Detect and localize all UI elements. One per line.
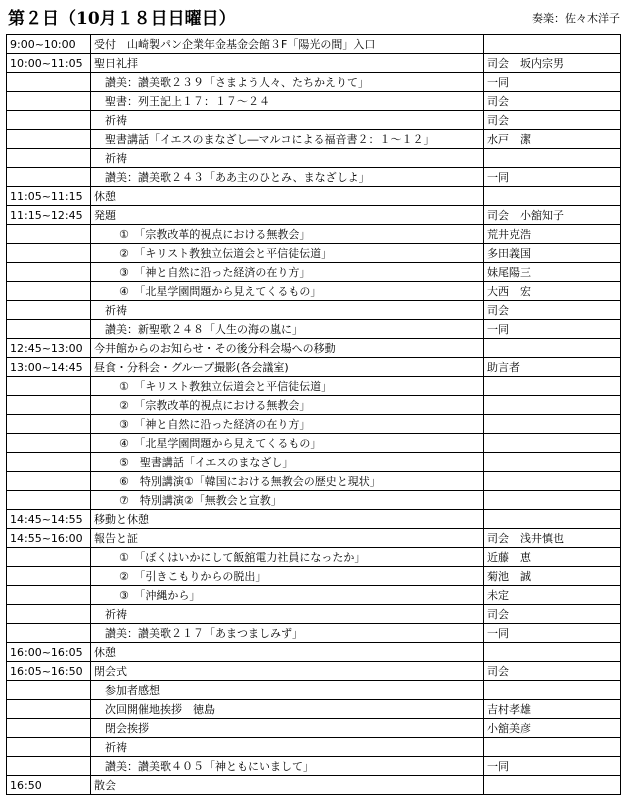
time-cell: [7, 415, 91, 434]
time-cell: [7, 263, 91, 282]
role-cell: 菊池 誠: [484, 567, 621, 586]
program-cell: ③ 「沖縄から」: [91, 586, 484, 605]
table-row: [7, 206, 621, 225]
time-cell: 16:05~16:50: [7, 662, 91, 681]
program-cell: ⑥ 特別講演①「韓国における無教会の歴史と現状」: [91, 472, 484, 491]
table-row: [7, 472, 621, 491]
role-cell: [484, 643, 621, 662]
table-row: [7, 73, 621, 92]
page-title: 第２日（10月１８日日曜日）: [8, 9, 236, 29]
role-cell: [484, 491, 621, 510]
time-cell: [7, 320, 91, 339]
role-cell: 吉村孝雄: [484, 700, 621, 719]
time-cell: [7, 301, 91, 320]
time-cell: [7, 73, 91, 92]
table-row: [7, 776, 621, 795]
program-cell: ⑦ 特別講演②「無教会と宣教」: [91, 491, 484, 510]
table-row: [7, 92, 621, 111]
table-row: [7, 757, 621, 776]
time-cell: 11:05~11:15: [7, 187, 91, 206]
program-cell: 讃美：讃美歌２４３「ああ主のひとみ、まなざしよ」: [91, 168, 484, 187]
time-cell: [7, 738, 91, 757]
table-row: [7, 738, 621, 757]
program-cell: 祈祷: [91, 605, 484, 624]
program-cell: 参加者感想: [91, 681, 484, 700]
program-cell: 散会: [91, 776, 484, 795]
program-cell: ④ 「北星学園問題から見えてくるもの」: [91, 434, 484, 453]
time-cell: [7, 548, 91, 567]
program-cell: 今井館からのお知らせ・その後分科会場への移動: [91, 339, 484, 358]
time-cell: 16:50: [7, 776, 91, 795]
role-cell: 一同: [484, 168, 621, 187]
schedule-body: [7, 35, 621, 795]
program-cell: ④ 「北星学園問題から見えてくるもの」: [91, 282, 484, 301]
table-row: [7, 567, 621, 586]
role-cell: 未定: [484, 586, 621, 605]
time-cell: 11:15~12:45: [7, 206, 91, 225]
schedule-table: [6, 34, 621, 795]
table-row: [7, 130, 621, 149]
program-cell: 聖書講話「イエスのまなざし―マルコによる福音書２：１～１２」: [91, 130, 484, 149]
role-cell: 司会: [484, 662, 621, 681]
table-row: [7, 263, 621, 282]
time-cell: [7, 92, 91, 111]
time-cell: [7, 225, 91, 244]
role-cell: [484, 776, 621, 795]
table-row: [7, 700, 621, 719]
time-cell: [7, 700, 91, 719]
table-row: [7, 681, 621, 700]
role-cell: 妹尾陽三: [484, 263, 621, 282]
program-cell: 閉会式: [91, 662, 484, 681]
program-cell: ① 「ぼくはいかにして飯舘電力社員になったか」: [91, 548, 484, 567]
table-row: [7, 586, 621, 605]
time-cell: [7, 168, 91, 187]
role-cell: [484, 149, 621, 168]
program-cell: 祈祷: [91, 111, 484, 130]
role-cell: [484, 681, 621, 700]
program-cell: 次回開催地挨拶 徳島: [91, 700, 484, 719]
time-cell: [7, 377, 91, 396]
program-cell: 報告と証: [91, 529, 484, 548]
table-row: [7, 396, 621, 415]
table-row: [7, 301, 621, 320]
time-cell: [7, 605, 91, 624]
role-cell: 多田義国: [484, 244, 621, 263]
role-cell: [484, 472, 621, 491]
program-cell: ② 「キリスト教独立伝道会と平信徒伝道」: [91, 244, 484, 263]
role-cell: [484, 738, 621, 757]
table-row: [7, 320, 621, 339]
time-cell: [7, 130, 91, 149]
table-row: [7, 643, 621, 662]
time-cell: 13:00~14:45: [7, 358, 91, 377]
time-cell: [7, 472, 91, 491]
table-row: [7, 54, 621, 73]
role-cell: 一同: [484, 757, 621, 776]
role-cell: 一同: [484, 320, 621, 339]
program-cell: 休憩: [91, 187, 484, 206]
table-row: [7, 282, 621, 301]
table-row: [7, 244, 621, 263]
time-cell: 16:00~16:05: [7, 643, 91, 662]
role-cell: 司会 小舘知子: [484, 206, 621, 225]
role-cell: 司会: [484, 301, 621, 320]
table-row: [7, 719, 621, 738]
program-cell: 移動と休憩: [91, 510, 484, 529]
time-cell: [7, 282, 91, 301]
program-cell: 讃美：讃美歌４０５「神ともにいまして」: [91, 757, 484, 776]
time-cell: [7, 396, 91, 415]
time-cell: 12:45~13:00: [7, 339, 91, 358]
program-cell: 讃美：新聖歌２４８「人生の海の嵐に」: [91, 320, 484, 339]
role-cell: 水戸 潔: [484, 130, 621, 149]
role-cell: 近藤 恵: [484, 548, 621, 567]
time-cell: [7, 149, 91, 168]
time-cell: [7, 491, 91, 510]
performer-credit: 奏楽：佐々木洋子: [532, 12, 620, 25]
table-row: [7, 529, 621, 548]
time-cell: [7, 624, 91, 643]
role-cell: 司会 浅井慎也: [484, 529, 621, 548]
program-cell: 祈祷: [91, 301, 484, 320]
program-cell: 讃美：讃美歌２１７「あまつましみず」: [91, 624, 484, 643]
program-cell: 聖書：列王記上１７：１７～２４: [91, 92, 484, 111]
program-cell: 聖日礼拝: [91, 54, 484, 73]
table-row: [7, 168, 621, 187]
role-cell: [484, 434, 621, 453]
program-cell: 昼食・分科会・グループ撮影(各会議室): [91, 358, 484, 377]
time-cell: 14:55~16:00: [7, 529, 91, 548]
role-cell: [484, 510, 621, 529]
role-cell: 司会: [484, 92, 621, 111]
program-cell: ② 「引きこもりからの脱出」: [91, 567, 484, 586]
role-cell: 司会: [484, 111, 621, 130]
time-cell: [7, 453, 91, 472]
table-row: [7, 605, 621, 624]
time-cell: [7, 434, 91, 453]
program-cell: ② 「宗教改革的視点における無教会」: [91, 396, 484, 415]
table-row: [7, 453, 621, 472]
table-row: [7, 624, 621, 643]
role-cell: 小舘美彦: [484, 719, 621, 738]
role-cell: 司会: [484, 605, 621, 624]
program-cell: ③ 「神と自然に沿った経済の在り方」: [91, 263, 484, 282]
table-row: [7, 377, 621, 396]
time-cell: [7, 586, 91, 605]
program-cell: ⑤ 聖書講話「イエスのまなざし」: [91, 453, 484, 472]
time-cell: [7, 719, 91, 738]
table-row: [7, 510, 621, 529]
program-cell: 讃美：讃美歌２３９「さまよう人々、たちかえりて」: [91, 73, 484, 92]
table-row: [7, 662, 621, 681]
role-cell: [484, 187, 621, 206]
role-cell: 一同: [484, 624, 621, 643]
role-cell: [484, 339, 621, 358]
time-cell: 10:00~11:05: [7, 54, 91, 73]
time-cell: 14:45~14:55: [7, 510, 91, 529]
table-row: [7, 149, 621, 168]
role-cell: [484, 35, 621, 54]
table-row: [7, 491, 621, 510]
role-cell: [484, 377, 621, 396]
table-row: [7, 35, 621, 54]
table-row: [7, 111, 621, 130]
time-cell: [7, 244, 91, 263]
program-cell: ① 「キリスト教独立伝道会と平信徒伝道」: [91, 377, 484, 396]
role-cell: [484, 453, 621, 472]
role-cell: 司会 坂内宗男: [484, 54, 621, 73]
table-row: [7, 225, 621, 244]
time-cell: [7, 757, 91, 776]
table-row: [7, 358, 621, 377]
program-cell: 祈祷: [91, 149, 484, 168]
program-cell: 祈祷: [91, 738, 484, 757]
program-cell: 閉会挨拶: [91, 719, 484, 738]
role-cell: 助言者: [484, 358, 621, 377]
time-cell: [7, 681, 91, 700]
role-cell: [484, 396, 621, 415]
role-cell: 一同: [484, 73, 621, 92]
program-cell: 発題: [91, 206, 484, 225]
time-cell: [7, 111, 91, 130]
role-cell: 荒井克浩: [484, 225, 621, 244]
table-row: [7, 339, 621, 358]
program-cell: 受付 山崎製パン企業年金基金会館３F「陽光の間」入口: [91, 35, 484, 54]
role-cell: [484, 415, 621, 434]
time-cell: 9:00~10:00: [7, 35, 91, 54]
program-cell: ① 「宗教改革的視点における無教会」: [91, 225, 484, 244]
table-row: [7, 187, 621, 206]
program-cell: ③ 「神と自然に沿った経済の在り方」: [91, 415, 484, 434]
table-row: [7, 548, 621, 567]
program-cell: 休憩: [91, 643, 484, 662]
time-cell: [7, 567, 91, 586]
role-cell: 大西 宏: [484, 282, 621, 301]
table-row: [7, 434, 621, 453]
table-row: [7, 415, 621, 434]
